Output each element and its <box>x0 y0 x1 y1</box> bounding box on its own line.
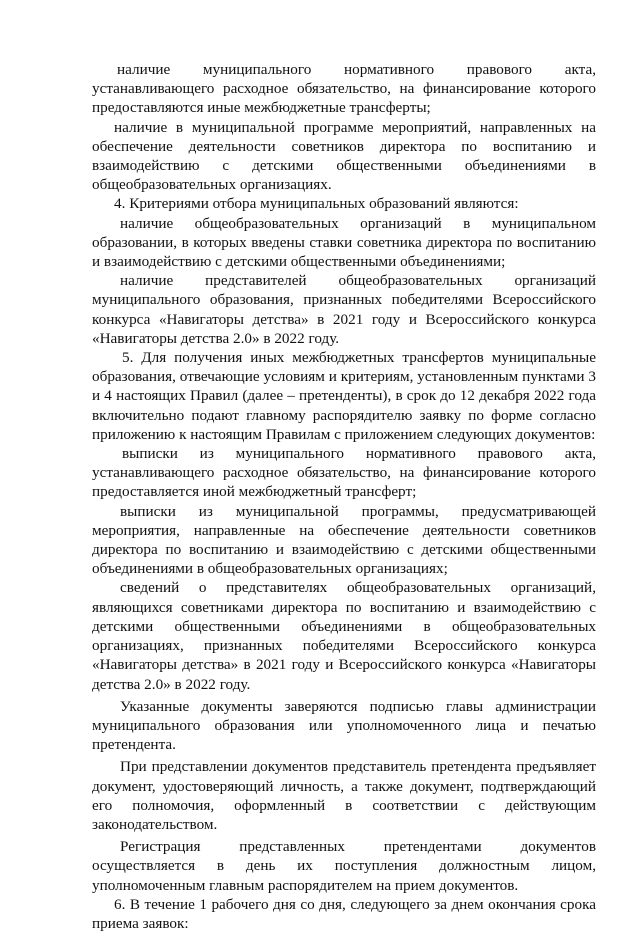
paragraph-registration: Регистрация представленных претендентами документов осуществляется в день их поступления должностным лицом, уполномоченным главным распорядителем на прием документов. <box>92 838 596 894</box>
paragraph-criterion-organizations: наличие общеобразовательных организаций в муниципальном образовании, в которых введены ставки советника директора по воспитанию и взаимодействию с детскими общественными объединениями; <box>92 214 596 271</box>
paragraph-selection-criteria-heading: 4. Критериями отбора муниципальных образований являются: <box>114 195 519 213</box>
paragraph-doc-representatives-info: сведений о представителях общеобразовательных организаций, являющихся советниками директора по воспитанию и взаимодействию с детскими общественными объединениями в общеобразовательных организациях, признанных победителями Всероссийского конкурса «Навигаторы детства» в 2021 году и Всероссийского конкурса «Навигаторы детства 2.0» в 2022 году. <box>92 579 596 693</box>
paragraph-identity-documents: При представлении документов представитель претендента предъявляет документ, удостоверяющий личность, а также документ, подтверждающий его полномочия, оформленный в соответствии с действующим законодательством. <box>92 758 596 833</box>
paragraph-normative-act-requirement: наличие муниципального нормативного правового акта, устанавливающего расходное обязательство, на финансирование которого предоставляются иные межбюджетные трансферты; <box>92 61 596 117</box>
document-page <box>92 60 596 933</box>
paragraph-application-procedure: 5. Для получения иных межбюджетных трансфертов муниципальные образования, отвечающие условиям и критериям, установленным пунктами 3 и 4 настоящих Правил (далее – претенденты), в срок до 12 декабря 2022 года включительно подают главному распорядителю заявку по форме согласно приложению к настоящим Правилам с приложением следующих документов: <box>92 349 596 443</box>
paragraph-doc-extract-act: выписки из муниципального нормативного правового акта, устанавливающего расходное обязательство, на финансирование которого предоставляется иной межбюджетный трансферт; <box>92 445 596 501</box>
paragraph-post-deadline-steps: 6. В течение 1 рабочего дня со дня, следующего за днем окончания срока приема заявок: <box>92 895 596 932</box>
paragraph-program-activities-requirement: наличие в муниципальной программе мероприятий, направленных на обеспечение деятельности советников директора по воспитанию и взаимодействию с детскими общественными объединениями в общеобразовательных организациях. <box>92 118 596 194</box>
paragraph-certification: Указанные документы заверяются подписью главы администрации муниципального образования или уполномоченного лица и печатью претендента. <box>92 697 596 754</box>
paragraph-criterion-winners: наличие представителей общеобразовательных организаций муниципального образования, признанных победителями Всероссийского конкурса «Навигаторы детства» в 2021 году и Всероссийского конкурса «Навигаторы детства 2.0» в 2022 году. <box>92 272 596 347</box>
paragraph-doc-extract-program: выписки из муниципальной программы, предусматривающей мероприятия, направленные на обеспечение деятельности советников директора по воспитанию и взаимодействию с детскими общественными объединениями в общеобразовательных организациях; <box>92 502 596 578</box>
